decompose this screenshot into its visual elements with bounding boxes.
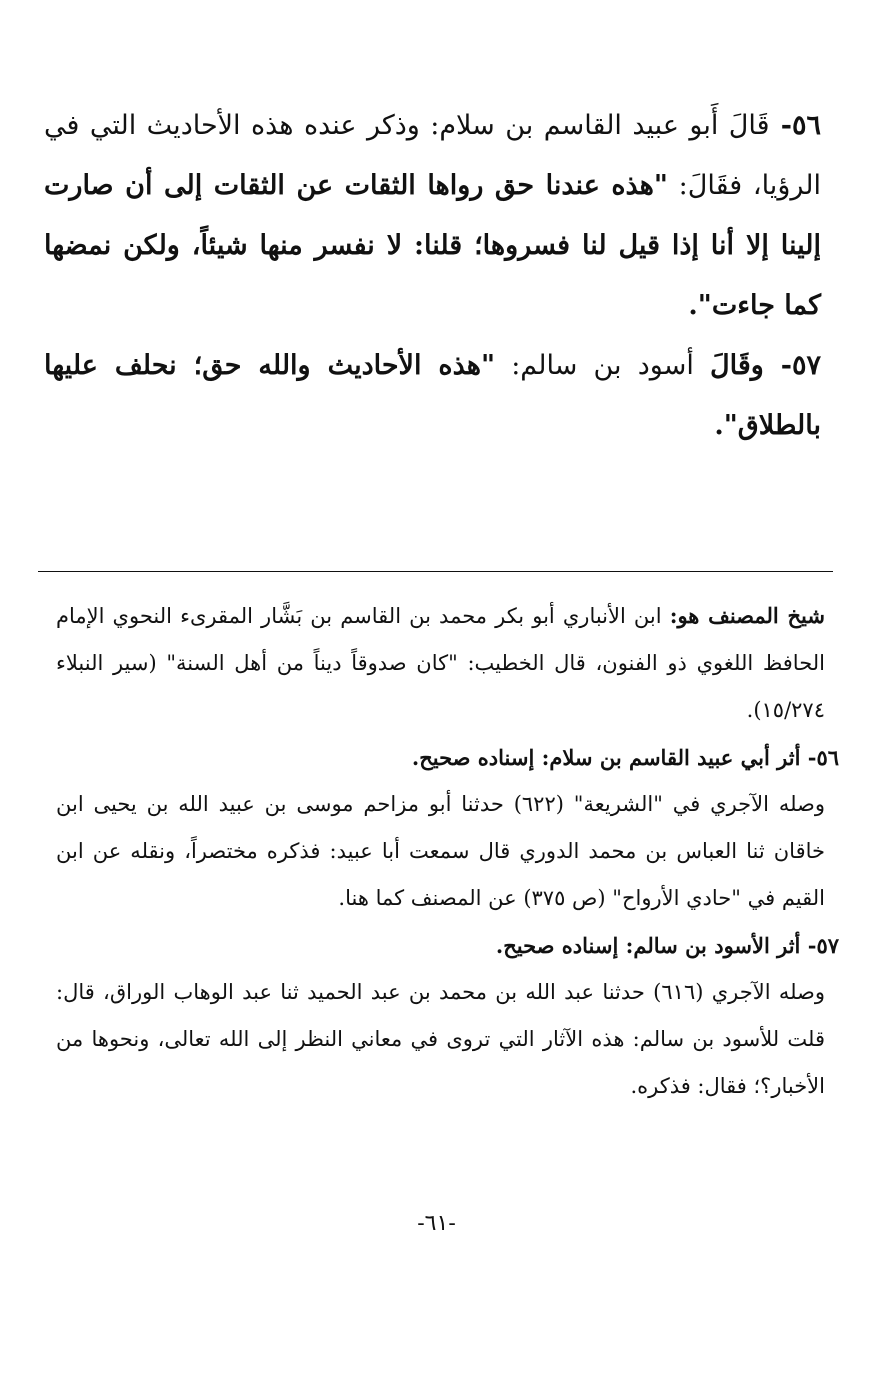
footnote-57-heading: ٥٧- أثر الأسود بن سالم: إسناده صحيح. [495, 933, 839, 958]
main-text [44, 96, 821, 456]
footnote-57-body: وصله الآجري (٦١٦) حدثنا عبد الله بن محمد بن عبد الحميد ثنا عبد الوهاب الوراق، قال: قلت للأسود بن سالم: هذه الآثار التي تروى في معاني النظر إلى الله تعالى، ونحوها من الأخبار؟؛ فقال: فذكره. [56, 980, 826, 1098]
paragraph-56 [44, 96, 821, 336]
footnote-sheikh-label: شيخ المصنف هو: [669, 603, 825, 628]
paragraph-57-intro: أسود بن سالم: [495, 350, 710, 381]
footnote-56-body: وصله الآجري في "الشريعة" (٦٢٢) حدثنا أبو مزاحم موسى بن عبيد الله بن يحيى ابن خاقان ثنا العباس بن محمد الدوري قال سمعت أبا عبيد: فذكره مختصراً، ونقله عن ابن القيم في "حادي الأرواح" (ص ٣٧٥) عن المصنف كما هنا. [56, 792, 826, 910]
footnotes [56, 592, 839, 1110]
footnote-sheikh-text: ابن الأنباري أبو بكر محمد بن القاسم بن بَشَّار المقرىء النحوي الإمام الحافظ اللغوي ذو الفنون، قال الخطيب: "كان صدوقاً ديناً من أهل السنة" (سير النبلاء ١٥/٢٧٤). [56, 604, 825, 722]
footnote-sheikh [56, 592, 825, 734]
footnote-divider [38, 571, 833, 572]
paragraph-56-intro: قَالَ أَبو عبيد القاسم بن سلام: وذكر عنده هذه الأحاديث التي في الرؤيا، فقَالَ: [44, 110, 821, 201]
paragraph-57-quote: "هذه الأحاديث والله حق؛ نحلف عليها بالطلاق". [44, 350, 821, 441]
item-number-56: ٥٦- [769, 110, 822, 141]
paragraph-56-quote: "هذه عندنا حق رواها الثقات عن الثقات إلى أن صارت إلينا إلا أنا إذا قيل لنا فسروها؛ قلنا: لا نفسر منها شيئاً، ولكن نمضها كما جاءت". [44, 170, 821, 321]
footnote-56-heading: ٥٦- أثر أبي عبيد القاسم بن سلام: إسناده صحيح. [411, 745, 839, 770]
page-number: -٦١- [417, 1211, 456, 1236]
item-number-57: ٥٧- [763, 350, 821, 381]
paragraph-57 [44, 336, 821, 456]
paragraph-57-intro-verb: وقَالَ [710, 350, 764, 381]
